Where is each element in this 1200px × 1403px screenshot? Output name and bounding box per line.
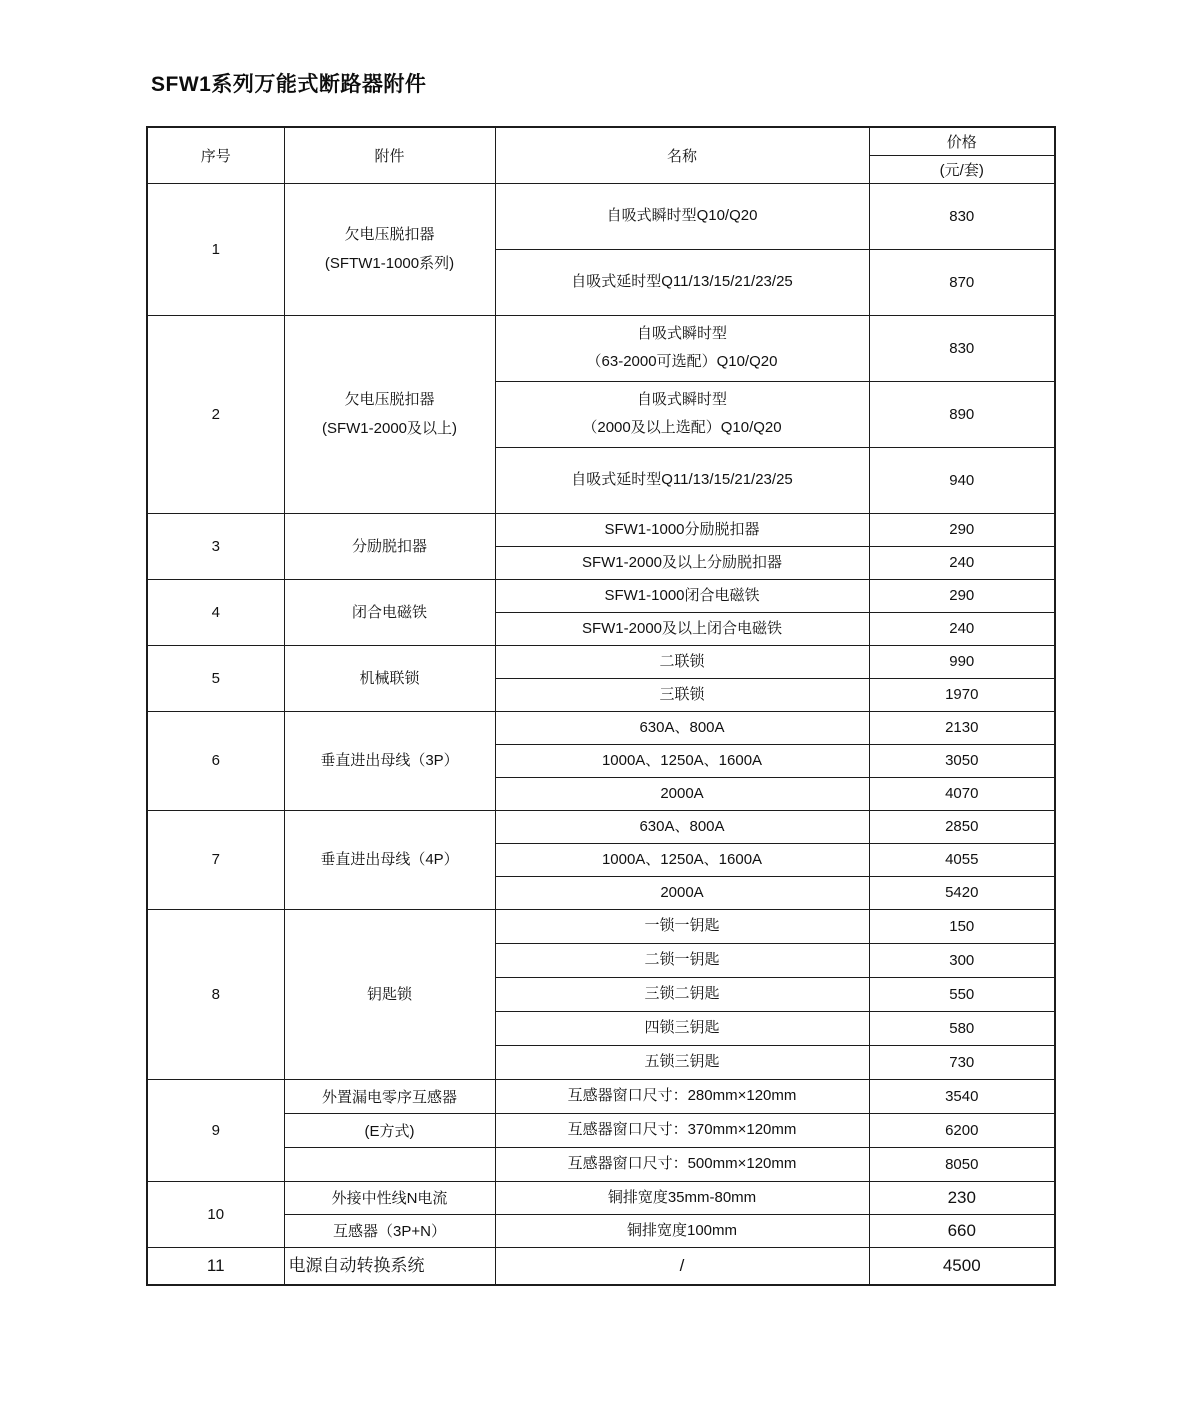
- price-cell: 3050: [869, 744, 1055, 777]
- header-row: [147, 127, 1055, 155]
- name-cell: [495, 612, 869, 645]
- serial-cell: 7: [147, 810, 284, 909]
- price-table-body: [147, 183, 1055, 1285]
- name-cell: [495, 447, 869, 513]
- table-row: [147, 711, 1055, 744]
- table-row: [147, 1181, 1055, 1214]
- name-cell: [495, 777, 869, 810]
- name-line: 自吸式延时型Q11/13/15/21/23/25: [571, 273, 793, 290]
- accessory-cell: [284, 909, 495, 1079]
- accessory-line: 钥匙锁: [366, 985, 412, 1003]
- name-line: /: [679, 1255, 685, 1275]
- price-cell: 550: [869, 977, 1055, 1011]
- name-cell: [495, 315, 869, 381]
- name-cell: [495, 513, 869, 546]
- accessory-cell: [284, 513, 495, 579]
- table-row: [147, 315, 1055, 381]
- page-title: SFW1系列万能式断路器附件: [151, 73, 427, 96]
- table-row: [147, 183, 1055, 249]
- name-line: 一锁一钥匙: [644, 917, 720, 934]
- table-row: [147, 579, 1055, 612]
- name-cell: [495, 909, 869, 943]
- price-cell: 230: [869, 1181, 1055, 1214]
- accessory-line: 闭合电磁铁: [351, 603, 427, 621]
- accessory-cell: 外接中性线N电流: [284, 1181, 495, 1214]
- header-name: 名称: [495, 127, 869, 183]
- name-line: SFW1-2000及以上闭合电磁铁: [581, 619, 783, 637]
- name-cell: [495, 579, 869, 612]
- name-cell: [495, 249, 869, 315]
- name-cell: [495, 810, 869, 843]
- accessory-cell: [284, 711, 495, 810]
- price-cell: 2850: [869, 810, 1055, 843]
- accessory-cell: [284, 579, 495, 645]
- accessory-cell: [284, 183, 495, 315]
- name-cell: [495, 645, 869, 678]
- name-line: 2000A: [660, 784, 704, 802]
- name-line: SFW1-2000及以上分励脱扣器: [581, 553, 783, 571]
- accessory-cell: [284, 1247, 495, 1285]
- table-row: [147, 1147, 1055, 1181]
- name-line: 630A、800A: [639, 817, 725, 835]
- name-line: 自吸式延时型Q11/13/15/21/23/25: [571, 471, 793, 488]
- name-cell: [495, 977, 869, 1011]
- name-line: 自吸式瞬时型: [636, 391, 727, 408]
- name-line: 五锁三钥匙: [644, 1053, 720, 1070]
- header-price: 价格: [869, 127, 1055, 155]
- name-line: SFW1-1000分励脱扣器: [604, 520, 760, 538]
- price-cell: 730: [869, 1045, 1055, 1079]
- price-table: [146, 126, 1056, 1286]
- table-row: [147, 645, 1055, 678]
- price-cell: 240: [869, 546, 1055, 579]
- name-cell: [495, 1113, 869, 1147]
- name-cell: [495, 183, 869, 249]
- name-line: （63-2000可选配）Q10/Q20: [586, 353, 778, 370]
- serial-cell: 1: [147, 183, 284, 315]
- serial-cell: 3: [147, 513, 284, 579]
- serial-cell: 10: [147, 1181, 284, 1247]
- name-cell: [495, 711, 869, 744]
- price-cell: 3540: [869, 1079, 1055, 1113]
- accessory-line: 垂直进出母线（3P）: [320, 752, 459, 769]
- accessory-line: 垂直进出母线（4P）: [320, 851, 459, 868]
- name-line: 2000A: [660, 883, 704, 901]
- serial-cell: 8: [147, 909, 284, 1079]
- name-line: 自吸式瞬时型Q10/Q20: [606, 207, 758, 224]
- price-cell: 870: [869, 249, 1055, 315]
- accessory-line: 电源自动转换系统: [288, 1256, 425, 1276]
- name-line: 铜排宽度35mm-80mm: [607, 1188, 757, 1206]
- name-line: 1000A、1250A、1600A: [601, 751, 763, 769]
- accessory-line: 机械联锁: [359, 669, 420, 687]
- price-cell: 5420: [869, 876, 1055, 909]
- name-cell: [495, 1214, 869, 1247]
- name-line: 自吸式瞬时型: [636, 325, 727, 342]
- accessory-cell: [284, 645, 495, 711]
- header-price-unit: (元/套): [869, 155, 1055, 183]
- table-row: [147, 1247, 1055, 1285]
- price-cell: 890: [869, 381, 1055, 447]
- table-row: [147, 513, 1055, 546]
- price-cell: 4055: [869, 843, 1055, 876]
- serial-cell: 4: [147, 579, 284, 645]
- name-cell: [495, 876, 869, 909]
- price-cell: 940: [869, 447, 1055, 513]
- price-cell: 990: [869, 645, 1055, 678]
- price-cell: 4070: [869, 777, 1055, 810]
- table-row: [147, 1113, 1055, 1147]
- name-line: 互感器窗口尺寸：370mm×120mm: [567, 1121, 797, 1138]
- name-cell: [495, 546, 869, 579]
- accessory-line: (SFW1-2000及以上): [321, 420, 458, 437]
- serial-cell: 6: [147, 711, 284, 810]
- serial-cell: 5: [147, 645, 284, 711]
- accessory-cell: (E方式): [284, 1113, 495, 1147]
- name-cell: [495, 843, 869, 876]
- table-row: [147, 909, 1055, 943]
- price-cell: 290: [869, 513, 1055, 546]
- price-cell: 8050: [869, 1147, 1055, 1181]
- name-cell: [495, 1181, 869, 1214]
- table-row: [147, 810, 1055, 843]
- accessory-cell: 外置漏电零序互感器: [284, 1079, 495, 1113]
- price-cell: 830: [869, 183, 1055, 249]
- price-cell: 1970: [869, 678, 1055, 711]
- name-cell: [495, 1011, 869, 1045]
- name-line: 互感器窗口尺寸：280mm×120mm: [567, 1087, 797, 1104]
- name-line: 三联锁: [659, 685, 705, 703]
- name-line: SFW1-1000闭合电磁铁: [604, 586, 760, 604]
- price-cell: 300: [869, 943, 1055, 977]
- name-line: 三锁二钥匙: [644, 985, 720, 1002]
- name-cell: [495, 1079, 869, 1113]
- accessory-line: 欠电压脱扣器: [344, 226, 435, 243]
- price-cell: 150: [869, 909, 1055, 943]
- name-cell: [495, 943, 869, 977]
- price-cell: 240: [869, 612, 1055, 645]
- name-cell: [495, 1045, 869, 1079]
- accessory-cell: [284, 1147, 495, 1181]
- name-line: 630A、800A: [639, 718, 725, 736]
- price-cell: 660: [869, 1214, 1055, 1247]
- name-line: 二锁一钥匙: [644, 951, 720, 968]
- accessory-cell: 互感器（3P+N）: [284, 1214, 495, 1247]
- name-cell: [495, 744, 869, 777]
- name-line: 四锁三钥匙: [644, 1019, 720, 1036]
- name-cell: [495, 1147, 869, 1181]
- accessory-line: (SFTW1-1000系列): [324, 255, 455, 272]
- price-cell: 830: [869, 315, 1055, 381]
- price-cell: 6200: [869, 1113, 1055, 1147]
- table-header: [147, 127, 1055, 183]
- price-cell: 290: [869, 579, 1055, 612]
- accessory-cell: [284, 810, 495, 909]
- price-cell: 2130: [869, 711, 1055, 744]
- name-line: 互感器窗口尺寸：500mm×120mm: [567, 1155, 797, 1172]
- name-line: 二联锁: [659, 652, 705, 670]
- name-cell: [495, 678, 869, 711]
- name-line: （2000及以上选配）Q10/Q20: [582, 419, 782, 436]
- table-row: [147, 1079, 1055, 1113]
- name-cell: [495, 1247, 869, 1285]
- accessory-line: 分励脱扣器: [351, 537, 427, 555]
- serial-cell: 11: [147, 1247, 284, 1285]
- name-cell: [495, 381, 869, 447]
- price-cell: 4500: [869, 1247, 1055, 1285]
- header-serial: 序号: [147, 127, 284, 183]
- serial-cell: 2: [147, 315, 284, 513]
- serial-cell: 9: [147, 1079, 284, 1181]
- name-line: 铜排宽度100mm: [626, 1221, 738, 1239]
- accessory-line: 欠电压脱扣器: [344, 391, 435, 408]
- price-cell: 580: [869, 1011, 1055, 1045]
- header-accessory: 附件: [284, 127, 495, 183]
- accessory-cell: [284, 315, 495, 513]
- table-row: [147, 1214, 1055, 1247]
- name-line: 1000A、1250A、1600A: [601, 850, 763, 868]
